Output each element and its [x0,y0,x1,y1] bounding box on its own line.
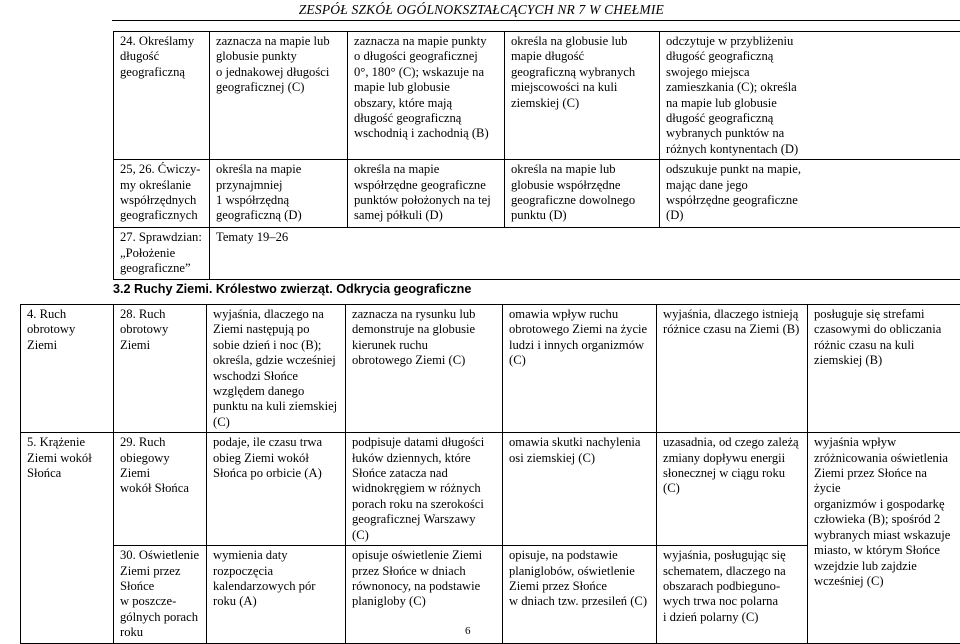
grade-4-cell: omawia skutki nachylenia osi ziemskiej (C) [503,433,657,546]
table-row [21,305,960,433]
grade-2-cell: określa na mapie przynajmniej 1 współrzędną geograficzną (D) [210,160,348,228]
grade-3-cell: określa na mapie współrzędne geograficzne punktów położonych na tej samej półkuli (D) [348,160,505,228]
top-requirements-table [113,31,960,280]
grade-5-cell: uzasadnia, od czego zależą zmiany dopływu energii słonecznej w ciągu roku (C) [657,433,808,546]
table-row [114,160,960,228]
lesson-topic-cell: 30. Oświetlenie Ziemi przez Słońce w poszcze- gólnych porach roku [114,546,207,643]
grade-2-cell: podaje, ile czasu trwa obieg Ziemi wokół Słońca po orbicie (A) [207,433,346,546]
grade-3-cell: zaznacza na rysunku lub demonstruje na globusie kierunek ruchu obrotowego Ziemi (C) [346,305,503,433]
grade-6-cell: wyjaśnia wpływ zróżnicowania oświetlenia Ziemi przez Słońce na życie organizmów i gospodarkę człowieka (B); spośród 2 wybranych miast wskazuje miasto, w którym Słońce wzejdzie lub zajdzie wcześniej (C) [808,433,960,643]
test-topics-cell: Tematy 19–26 [210,228,960,280]
grade-5-cell: wyjaśnia, posługując się schematem, dlaczego na obszarach podbieguno- wych trwa noc polarna i dzień polarny (C) [657,546,808,643]
grade-6-cell: posługuje się strefami czasowymi do obliczania różnic czasu na kuli ziemskiej (B) [808,305,960,433]
grade-3-cell: podpisuje datami długości łuków dziennych, które Słońce zatacza nad widnokręgiem w różnych porach roku na szerokości geograficznej Warszawy (C) [346,433,503,546]
school-title: ZESPÓŁ SZKÓŁ OGÓLNOKSZTAŁCĄCYCH NR 7 W CHEŁMIE [299,2,664,18]
page-number: 6 [465,625,471,637]
lesson-topic-cell: 28. Ruch obrotowy Ziemi [114,305,207,433]
grade-4-cell: omawia wpływ ruchu obrotowego Ziemi na życie ludzi i innych organizmów (C) [503,305,657,433]
lesson-topic-cell: 27. Sprawdzian: „Położenie geograficzne” [114,228,210,280]
header-rule [112,20,960,21]
lesson-topic-cell: 25, 26. Ćwiczy- my określanie współrzędnych geograficznych [114,160,210,228]
page-header [0,0,960,22]
grade-5-cell: odszukuje punkt na mapie, mając dane jego współrzędne geograficzne (D) [660,160,960,228]
grade-2-cell: wyjaśnia, dlaczego na Ziemi następują po sobie dzień i noc (B); określa, gdzie wcześniej wschodzi Słońce względem danego punktu na kuli ziemskiej (C) [207,305,346,433]
lesson-topic-cell: 29. Ruch obiegowy Ziemi wokół Słońca [114,433,207,546]
bottom-requirements-table [20,304,960,644]
grade-2-cell: zaznacza na mapie lub globusie punkty o jednakowej długości geograficznej (C) [210,32,348,160]
grade-4-cell: opisuje, na podstawie planiglobów, oświetlenie Ziemi przez Słońce w dniach tzw. przesileń (C) [503,546,657,643]
section-cell: 4. Ruch obrotowy Ziemi [21,305,114,433]
section-heading: 3.2 Ruchy Ziemi. Królestwo zwierząt. Odkrycia geograficzne [113,282,471,296]
table-row [21,433,960,546]
grade-5-cell: wyjaśnia, dlaczego istnieją różnice czasu na Ziemi (B) [657,305,808,433]
grade-5-cell: odczytuje w przybliżeniu długość geograficzną swojego miejsca zamieszkania (C); określa na mapie lub globusie długość geograficzną wybranych punktów na różnych kontynentach (D) [660,32,960,160]
grade-2-cell: wymienia daty rozpoczęcia kalendarzowych pór roku (A) [207,546,346,643]
grade-4-cell: określa na globusie lub mapie długość geograficzną wybranych miejscowości na kuli ziemskiej (C) [505,32,660,160]
grade-4-cell: określa na mapie lub globusie współrzędne geograficzne dowolnego punktu (D) [505,160,660,228]
table-row [114,32,960,160]
grade-3-cell: opisuje oświetlenie Ziemi przez Słońce w dniach równonocy, na podstawie planigloby (C) [346,546,503,643]
section-cell: 5. Krążenie Ziemi wokół Słońca [21,433,114,643]
grade-3-cell: zaznacza na mapie punkty o długości geograficznej 0°, 180° (C); wskazuje na mapie lub globusie obszary, które mają długość geograficzną wschodnią i zachodnią (B) [348,32,505,160]
table-row [114,228,960,280]
lesson-topic-cell: 24. Określamy długość geograficzną [114,32,210,160]
